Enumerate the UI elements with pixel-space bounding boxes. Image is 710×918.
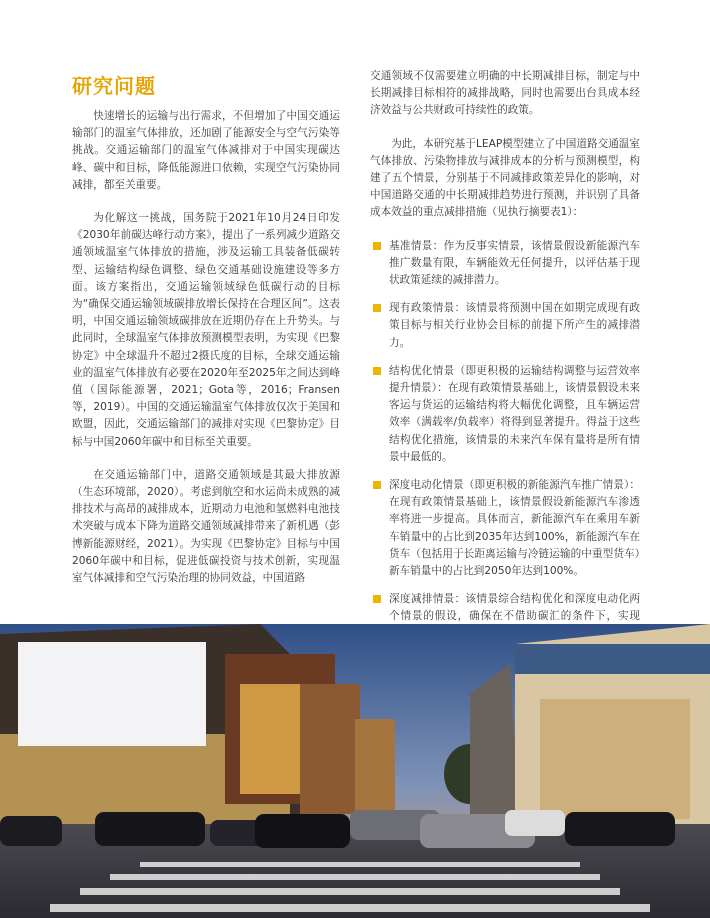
page-heading: 研究问题 <box>72 74 156 98</box>
street-photo <box>0 624 710 918</box>
scenario-item-current-policy <box>370 300 640 352</box>
scenario-item-structural <box>370 363 640 466</box>
scenario-text: 深度电动化情景（即更积极的新能源汽车推广情景）：在现有政策情景基础上，该情景假设新能源汽车渗透率将进一步提高。具体而言，新能源汽车在乘用车新车销量中的占比到2035年达到100%，新能源汽车在货车（包括用于长距离运输与冷链运输的中重型货车）新车销量中的占比到2050年达到100%。 <box>389 479 640 578</box>
billboard-screen <box>18 642 206 746</box>
square-bullet-icon <box>373 242 381 250</box>
left-column <box>72 108 340 603</box>
right-paragraph-1: 交通领域不仅需要建立明确的中长期减排目标，制定与中长期减排目标相符的减排战略，同时也需要出台具成本经济效益与公共财政可持续性的政策。 <box>370 70 640 117</box>
scenario-item-electrification <box>370 477 640 580</box>
left-paragraph-3: 在交通运输部门中，道路交通领域是其最大排放源（生态环境部，2020）。考虑到航空和水运尚未成熟的减排技术与高昂的减排成本，近期动力电池和氢燃料电池技术突破与成本下降为道路交通领域减排带来了新机遇（彭博新能源财经，2021）。为实现《巴黎协定》目标与中国2060年碳中和目标，促进低碳投资与技术创新，实现温室气体减排和空气污染治理的协同效益，中国道路 <box>72 468 340 585</box>
scenario-text: 基准情景：作为反事实情景，该情景假设新能源汽车推广数量有限，车辆能效无任何提升，以评估基于现状政策延续的减排潜力。 <box>389 239 640 287</box>
scenario-text: 深度减排情景：该情景综合结构优化和深度电动化两个情景的假设，确保在不借助碳汇的条件下，实现 <box>389 593 640 623</box>
square-bullet-icon <box>373 304 381 312</box>
scenario-text: 现有政策情景：该情景将预测中国在如期完成现有政策目标与相关行业协会目标的前提下所产生的减排潜力。 <box>389 302 640 349</box>
scenario-text: 结构优化情景（即更积极的运输结构调整与运营效率提升情景）：在现有政策情景基础上，该情景假设未来客运与货运的运输结构将大幅优化调整，且车辆运营效率（满载率/负载率）将得到显著提升。得益于这些结构优化措施，该情景的未来汽车保有量将是所有情景中最低的。 <box>389 364 640 463</box>
scenario-item-baseline <box>370 238 640 290</box>
street-scene-illustration <box>0 624 710 918</box>
square-bullet-icon <box>373 481 381 489</box>
left-paragraph-1: 快速增长的运输与出行需求，不但增加了中国交通运输部门的温室气体排放，还加剧了能源安全与空气污染等挑战。交通运输部门的温室气体减排对于中国实现碳达峰、碳中和目标，降低能源进口依赖，实现空气污染协同减排，都至关重要。 <box>72 110 340 191</box>
scenario-list <box>370 238 640 643</box>
right-paragraph-2: 为此，本研究基于LEAP模型建立了中国道路交通温室气体排放、污染物排放与减排成本的分析与预测模型，构建了五个情景，分别基于不同减排政策差异化的影响，对中国道路交通的中长期减排趋势进行预测，并识别了具备成本效益的重点减排措施（见执行摘要表1）： <box>370 137 640 219</box>
square-bullet-icon <box>373 595 381 603</box>
square-bullet-icon <box>373 367 381 375</box>
right-column <box>370 68 640 654</box>
left-paragraph-2: 为化解这一挑战，国务院于2021年10月24日印发《2030年前碳达峰行动方案》，提出了一系列减少道路交通领域温室气体排放的措施，涉及运输工具装备低碳转型、运输结构绿色调整、绿色交通基础设施建设等多方面。该方案指出，交通运输领域绿色低碳行动的目标为“确保交通运输领域碳排放增长保持在合理区间”。这表明，中国交通运输领域碳排放在近期仍存在上升势头。与此同时，全球温室气体排放预测模型表明，为实现《巴黎协定》中全球温升不超过2摄氏度的目标，全球交通运输业的温室气体排放有必要在2020年至2025年之间达到峰值（国际能源署，2021；Gota等，2016；Fransen等，2019）。中国的交通运输温室气体排放仅次于美国和欧盟，因此，交通运输部门的减排对实现《巴黎协定》目标与中国2060年碳中和目标至关重要。 <box>72 212 340 448</box>
